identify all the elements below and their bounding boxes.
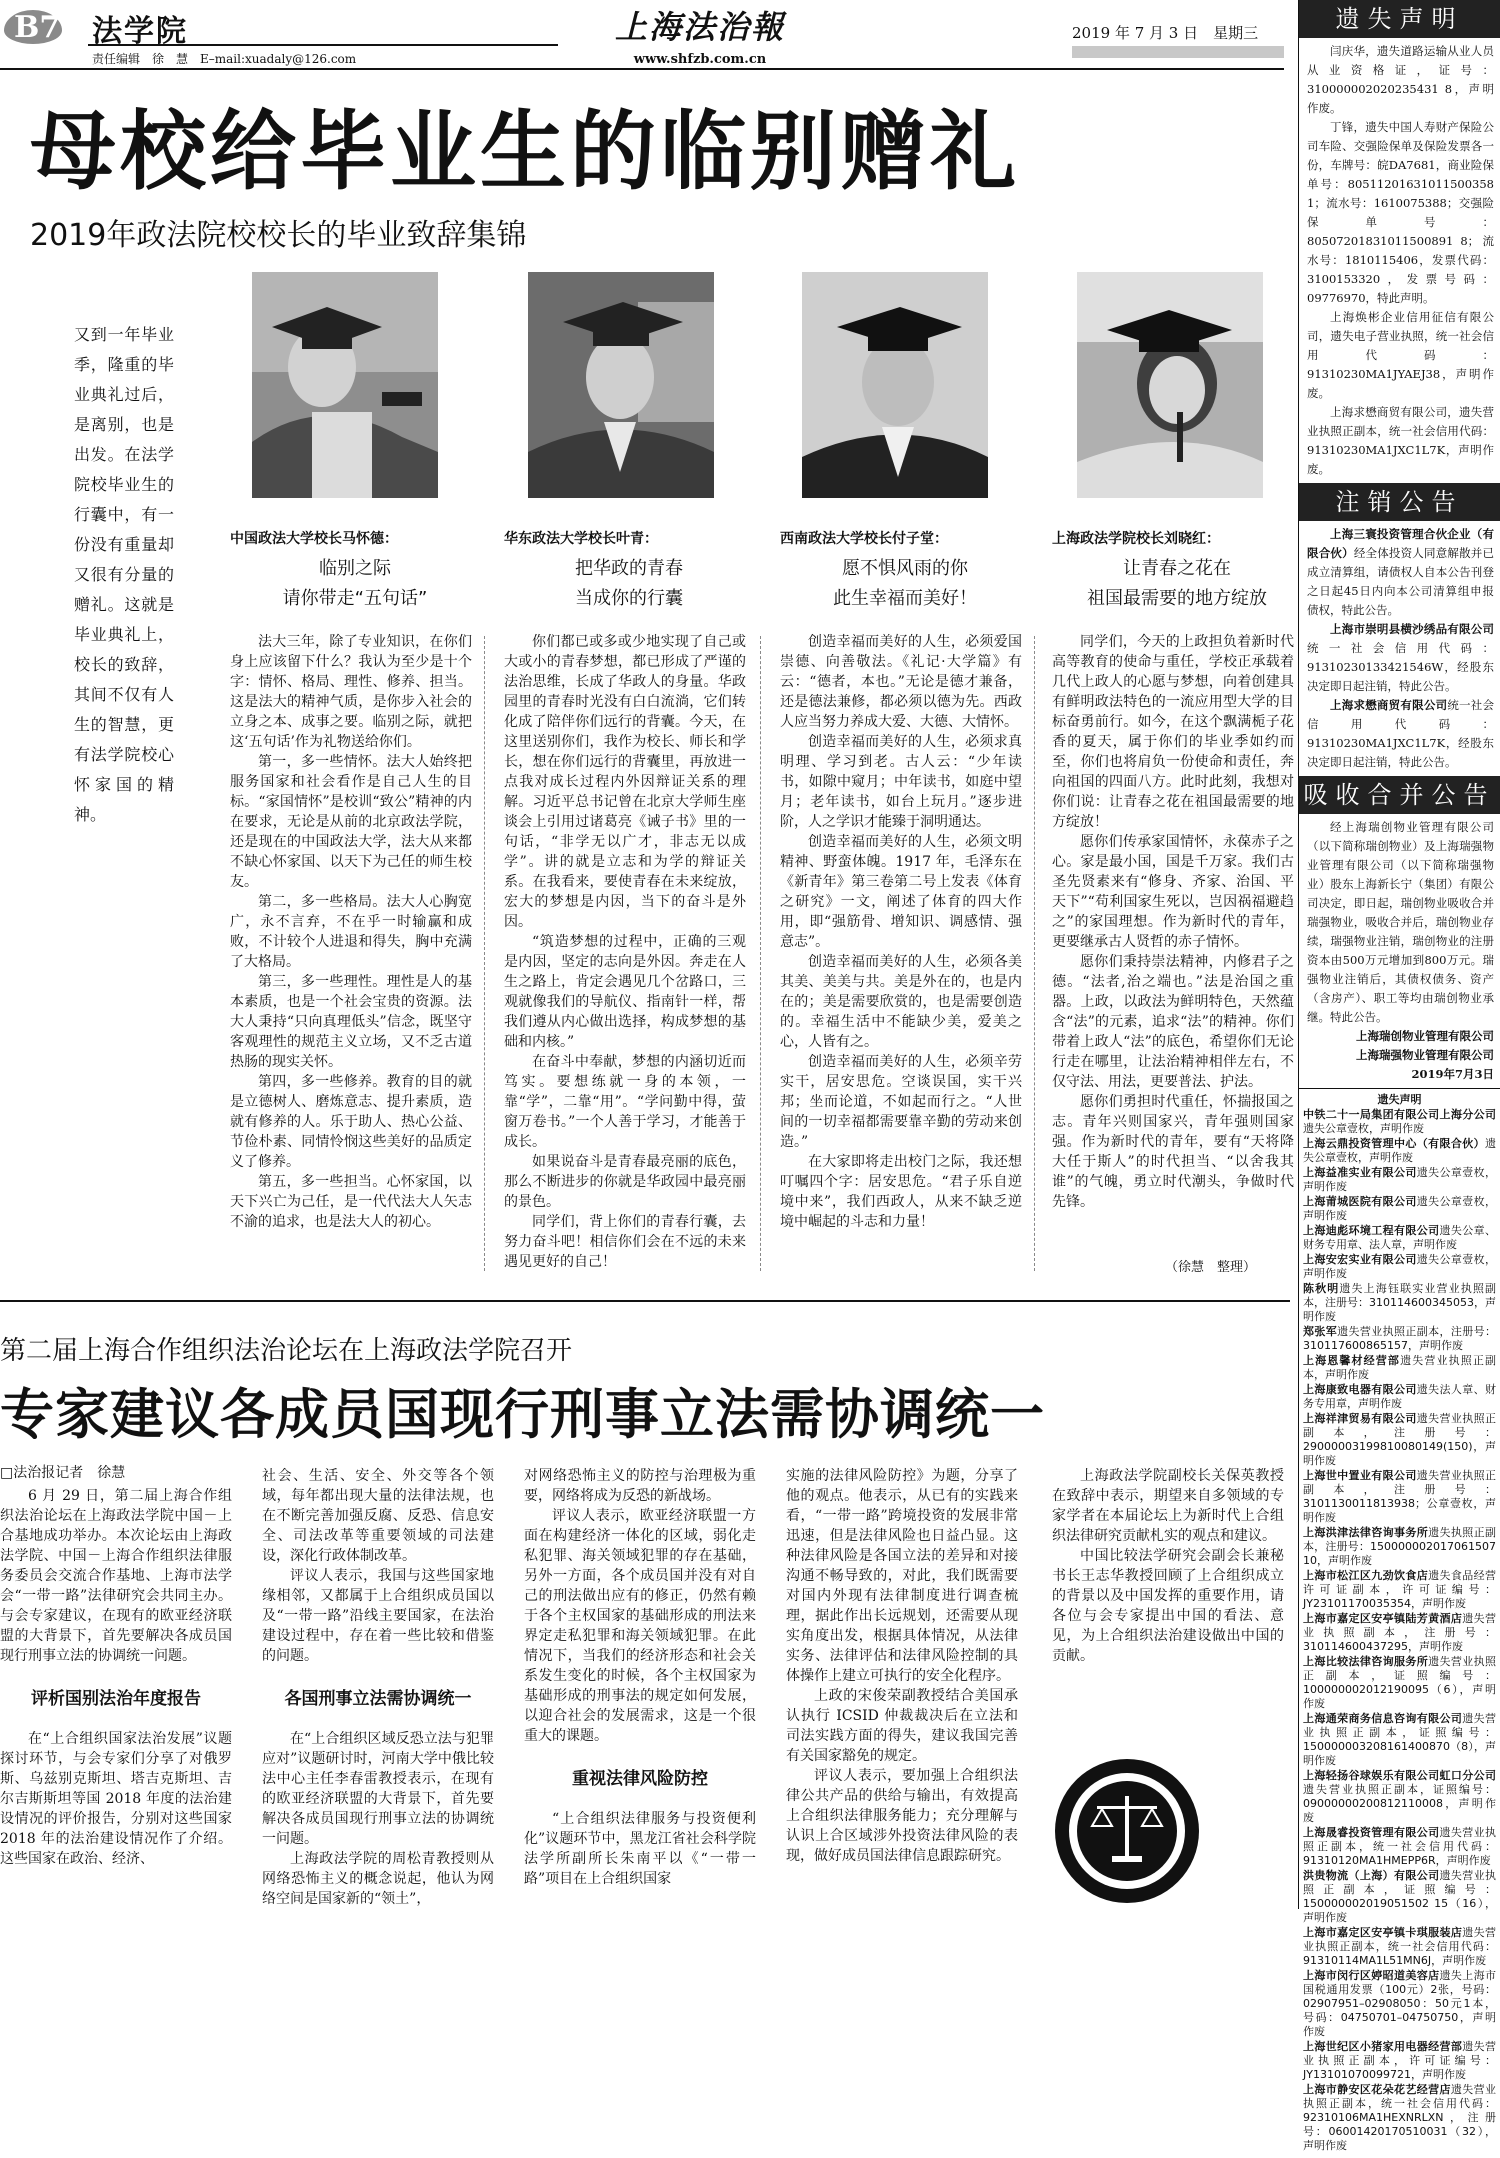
body-paragraph: 上政的宋俊荣副教授结合美国承认执行 ICSID 仲裁裁决后在立法和司法实践方面的得失，建议我国完善有关国家豁免的规定。 xyxy=(786,1688,1018,1764)
section-title: 法学院 xyxy=(92,14,188,49)
notice-body: 遗失公章壹枚，声明作废 xyxy=(1303,1137,1496,1164)
main-headline: 母校给毕业生的临别赠礼 xyxy=(30,101,1020,202)
body-paragraph: 6 月 29 日，第二届上海合作组织法治论坛在上海政法学院中国－上合基地成功举办。本次论坛由上海政法学院、中国－上海合作组织法律服务委员会交流合作基地、上海市法学会“一带一路”法律研究会共同主办。与会专家建议，在现有的欧亚经济联盟的大背景下，首先要解决各成员国现行刑事立法的协调统一问题。 xyxy=(0,1488,232,1664)
body-paragraph: 评议人表示，我国与这些国家地缘相邻，又都属于上合组织成员国以及“一带一路”沿线主要国家，在法治建设过程中，存在着一些比较和借鉴的问题。 xyxy=(262,1568,494,1664)
company-name: 上海云鼎投资管理中心（有限合伙） xyxy=(1303,1137,1485,1150)
speech-title-line: 让青春之花在 xyxy=(1123,558,1231,579)
notice-item: 上海求懋商贸有限公司，遗失营业执照正副本，统一社会信用代码：91310230MA1JXC1L7K，声明作废。 xyxy=(1307,405,1494,476)
notice-body: 统一社会信用代码：91310230MA1JXC1L7K，经股东决定即日起注销，特此公告。 xyxy=(1307,698,1495,769)
notice-column xyxy=(1298,0,1500,2152)
company-name: 洪贵物流（上海）有限公司 xyxy=(1303,1869,1440,1882)
notice-body: 遗失营业执照正副本，证照编号：09000000200812110008，声明作废 xyxy=(1303,1783,1496,1824)
column-divider xyxy=(484,636,485,1271)
speaker-name: 上海政法学院校长刘晓红： xyxy=(1052,531,1220,547)
notice-body: 遗失营业执照正副本，注册号：3101130011813938；公章壹枚，声明作废 xyxy=(1303,1469,1496,1524)
notice-item xyxy=(1303,1383,1496,1411)
notice-body: 遗失营业执照正副本，证照编号：150000002019051502 15（16），声明作废 xyxy=(1303,1869,1496,1924)
article-column-3 xyxy=(524,1466,756,1889)
speaker-name: 中国政法大学校长马怀德： xyxy=(230,531,398,547)
speech-title-line: 祖国最需要的地方绽放 xyxy=(1087,588,1267,609)
notice-body: 遗失公章壹枚，声明作废 xyxy=(1303,1195,1496,1222)
notice-heading-cancel: 注销公告 xyxy=(1299,483,1500,521)
article-kicker: 第二届上海合作组织法治论坛在上海政法学院召开 xyxy=(0,1336,573,1366)
speech-body-1 xyxy=(230,632,472,1232)
body-paragraph: 愿你们传承家国情怀，永葆赤子之心。家是最小国，国是千万家。我们古圣先贤素来有“修身、齐家、治国、平天下”“苟利国家生死以，岂因祸福避趋之”的家国理想。作为新时代的青年，更要继承古人贤哲的赤子情怀。 xyxy=(1052,834,1294,950)
notice-body: 遗失营业执照正副本，统一社会信用代码：91310114MA1L51MN6J，声明作废 xyxy=(1303,1926,1496,1967)
company-name: 上海祥津贸易有限公司 xyxy=(1303,1412,1417,1425)
body-paragraph: 创造幸福而美好的人生，必须各美其美、美美与共。美是外在的，也是内在的；美是需要欣赏的，也是需要创造的。幸福生活中不能缺少美，爱美之心，人皆有之。 xyxy=(780,954,1022,1050)
body-paragraph: 在“上合组织区域反恐立法与犯罪应对”议题研讨时，河南大学中俄比较法中心主任李春雷教授表示，在现有的欧亚经济联盟的大背景下，首先要解决各成员国现行刑事立法的协调统一问题。 xyxy=(262,1731,494,1847)
company-name: 上海市静安区花朵花艺经营店 xyxy=(1303,2083,1451,2096)
notice-body: 遗失公章壹枚，声明作废 xyxy=(1303,1253,1496,1280)
notice-body: 遗失营业执照副本，注册号：310114600437295，声明作废 xyxy=(1303,1612,1496,1653)
column-divider xyxy=(760,636,761,1271)
graduate-portrait-image xyxy=(528,272,714,498)
notice-body: 遗失营业执照正副本，统一社会信用代码：91310120MA1HMEPP6R，声明作废 xyxy=(1303,1826,1496,1867)
notice-item xyxy=(1303,1137,1496,1165)
notice-item xyxy=(1303,2083,1496,2153)
date-bar xyxy=(1072,46,1284,58)
notice-item xyxy=(1303,2040,1496,2082)
speech-body-4 xyxy=(1052,632,1294,1212)
page-number-badge xyxy=(4,8,64,46)
notice-item xyxy=(1303,1869,1496,1925)
speech-header-1 xyxy=(230,528,480,614)
company-name: 上海市嘉定区安亭镇陆芳黄酒店 xyxy=(1303,1612,1463,1625)
speech-header-4 xyxy=(1052,528,1302,614)
dense-notice-list xyxy=(1303,1108,1496,2153)
body-paragraph: 愿你们秉持崇法精神，内修君子之德。“法者,治之端也。”法是治国之重器。上政，以政法为鲜明特色，天然蕴含“法”的元素，追求“法”的精神。你们带着上政人“法”的底色，希望你们无论行走在哪里，让法治精神相伴左右，不仅守法、用法，更要普法、护法。 xyxy=(1052,954,1294,1090)
notice-item xyxy=(1303,1108,1496,1136)
company-name: 上海通荣商务信息咨询有限公司 xyxy=(1303,1712,1463,1725)
masthead-rule xyxy=(88,44,558,46)
speech-header-2 xyxy=(504,528,754,614)
notice-signature: 上海瑞强物业管理有限公司 xyxy=(1356,1048,1494,1062)
company-name: 上海迪彪环境工程有限公司 xyxy=(1303,1224,1440,1237)
notice-body: 经全体投资人同意解散并已成立清算组，请债权人自本公告刊登之日起45日内向本公司清算组申报债权，特此公告。 xyxy=(1307,546,1495,617)
lost-notices xyxy=(1299,38,1500,483)
notice-item xyxy=(1303,1712,1496,1768)
speech-body-3 xyxy=(780,632,1022,1232)
dense-lost-notices xyxy=(1299,1088,1500,2158)
notice-body: 遗失公章壹枚，声明作废 xyxy=(1303,1166,1496,1193)
article-column-1 xyxy=(0,1486,232,1869)
body-paragraph: 上海政法学院的周松青教授则从网络恐怖主义的概念说起，他认为网络空间是国家新的“领土”， xyxy=(262,1851,494,1907)
body-paragraph: 创造幸福而美好的人生，必须文明精神、野蛮体魄。1917 年，毛泽东在《新青年》第三卷第二号上发表《体育之研究》一文，阐述了体育的四大作用，即“强筋骨、增知识、调感情、强意志”。 xyxy=(780,834,1022,950)
body-paragraph: 在大家即将走出校门之际，我还想叮嘱四个字：居安思危。“君子乐自逆境中来”，我们西政人，从来不缺乏逆境中崛起的斗志和力量！ xyxy=(780,1154,1022,1230)
notice-body: 经上海瑞创物业管理有限公司（以下简称瑞创物业）及上海瑞强物业管理有限公司（以下简称瑞强物业）股东上海新长宁（集团）有限公司决定，即日起，瑞创物业吸收合并瑞强物业，吸收合并后，瑞创物业存续，瑞强物业注销，瑞创物业的注册资本由500万元增加到800万元。瑞强物业注销后，其债权债务、资产（含房产）、职工等均由瑞创物业承继。特此公告。 xyxy=(1307,820,1494,1024)
body-paragraph: 评议人表示，要加强上合组织法律公共产品的供给与输出，有效提高上合组织法律服务能力；充分理解与认识上合区域涉外投资法律风险的表现，做好成员国法律信息跟踪研究。 xyxy=(786,1768,1018,1864)
notice-item xyxy=(1303,1282,1496,1324)
notice-item xyxy=(1303,1253,1496,1281)
scales-of-justice-seal-icon xyxy=(1052,1756,1202,1906)
notice-heading-merge: 吸收合并公告 xyxy=(1299,776,1500,814)
speech-header-3 xyxy=(780,528,1030,614)
article-byline: □法治报记者 徐慧 xyxy=(0,1465,126,1481)
cancel-notices xyxy=(1299,521,1500,776)
sub-headline: 2019年政法院校校长的毕业致辞集锦 xyxy=(30,218,527,253)
notice-item xyxy=(1303,1224,1496,1252)
notice-body: 遗失公章壹枚，声明作废 xyxy=(1303,1122,1424,1135)
speech-body-2 xyxy=(504,632,746,1272)
portrait-photo-2 xyxy=(528,272,714,498)
speech-title-line: 愿不惧风雨的你 xyxy=(842,558,968,579)
notice-signature: 上海瑞创物业管理有限公司 xyxy=(1356,1029,1494,1043)
notice-item xyxy=(1303,1826,1496,1868)
company-name: 上海轻扬谷球娱乐有限公司虹口分公司 xyxy=(1303,1769,1496,1782)
notice-body: 遗失执照正副本，注册号：150000002017061507 10，声明作废 xyxy=(1303,1526,1496,1567)
body-paragraph: 第四，多一些修养。教育的目的就是立德树人、磨炼意志、提升素质，造就有修养的人。乐于助人、热心公益、节俭朴素、同情怜悯这些美好的品质定义了修养。 xyxy=(230,1074,472,1170)
notice-item xyxy=(1307,620,1494,696)
newspaper-url: www.shfzb.com.cn xyxy=(633,52,767,67)
column-divider xyxy=(1034,636,1035,1271)
company-name: 上海世纪区小猪家用电器经营部 xyxy=(1303,2040,1463,2053)
notice-item xyxy=(1303,1354,1496,1382)
body-paragraph: “筑造梦想的过程中，正确的三观是内因，坚定的志向是外因。奔走在人生之路上，肯定会遇见几个岔路口，三观就像我们的导航仪、指南针一样，帮我们遵从内心做出选择，构成梦想的基础和内核。” xyxy=(504,934,746,1050)
company-name: 上海莆城医院有限公司 xyxy=(1303,1195,1417,1208)
notice-item: 上海焕彬企业信用征信有限公司，遗失电子营业执照，统一社会信用代码：91310230MA1JYAEJ38，声明作废。 xyxy=(1307,310,1494,400)
page-number: B7 xyxy=(14,10,61,45)
publication-date: 2019 年 7 月 3 日 星期三 xyxy=(1072,24,1259,42)
notice-date: 2019年7月3日 xyxy=(1411,1067,1494,1081)
editor-line: 责任编辑 徐 慧 E–mail:xuadaly@126.com xyxy=(92,52,357,66)
company-name: 上海洪津法律咨询事务所 xyxy=(1303,1526,1429,1539)
body-paragraph: 第五，多一些担当。心怀家国，以天下兴亡为己任，是一代代法大人矢志不渝的追求，也是法大人的初心。 xyxy=(230,1174,472,1230)
notice-item xyxy=(1303,1612,1496,1654)
company-name: 郑张军 xyxy=(1303,1325,1338,1338)
notice-body: 遗失公章、财务专用章、法人章，声明作废 xyxy=(1303,1224,1496,1251)
body-paragraph: 创造幸福而美好的人生，必须辛劳实干，居安思危。空谈误国，实干兴邦；坐而论道，不如起而行之。“人世间的一切幸福都需要靠辛勤的劳动来创造。” xyxy=(780,1054,1022,1150)
speech-title-line: 把华政的青春 xyxy=(575,558,683,579)
company-name: 上海三寰投资管理合伙企业（有限合伙） xyxy=(1307,527,1494,560)
speech-title-line: 此生幸福而美好！ xyxy=(833,588,977,609)
notice-item xyxy=(1307,696,1494,772)
company-name: 上海康致电器有限公司 xyxy=(1303,1383,1417,1396)
body-paragraph: 在奋斗中奉献，梦想的内涵切近而笃实。要想练就一身的本领，一靠“学”，二靠“用”。“学问勤中得，萤窗万卷书。”一个人善于学习，才能善于成长。 xyxy=(504,1054,746,1150)
body-paragraph: 你们都已或多或少地实现了自己或大或小的青春梦想，都已形成了严谨的法治思维，长成了华政人的身量。华政园里的青春时光没有白白流淌，它们转化成了陪伴你们远行的背囊。今天，在这里送别你们，我作为校长、师长和学长，想在你们远行的背囊里，再放进一点我对成长过程内外因辩证关系的理解。习近平总书记曾在北京大学师生座谈会上引用过诸葛亮《诫子书》里的一句话，“非学无以广才，非志无以成学”。讲的就是立志和为学的辩证关系。在我看来，要使青春在未来绽放，宏大的梦想是内因，当下的奋斗是外因。 xyxy=(504,634,746,930)
company-name: 上海恩馨材经营部 xyxy=(1303,1354,1401,1367)
portrait-photo-4 xyxy=(1077,272,1263,498)
body-paragraph: 第一，多一些情怀。法大人始终把服务国家和社会看作是自己人生的目标。“家国情怀”是校训“致公”精神的内在要求，无论是从前的北京政法学院，还是现在的中国政法大学，法大从来都不缺心怀家国、以天下为己任的师生校友。 xyxy=(230,754,472,890)
body-paragraph: 评议人表示，欧亚经济联盟一方面在构建经济一体化的区域，弱化走私犯罪、海关领域犯罪的存在基础，另外一方面，各个成员国并没有对自己的刑法做出应有的修正，仍然有赖于各个主权国家的基础形成的刑法来界定走私犯罪和海关领域犯罪。在此情况下，当我们的经济形态和社会关系发生变化的时候，各个主权国家为基础形成的刑事法的规定如何发展，以迎合社会的发展需求，这是一个很重大的课题。 xyxy=(524,1508,756,1744)
notice-item xyxy=(1303,1526,1496,1568)
notice-item xyxy=(1303,1412,1496,1468)
notice-item xyxy=(1307,525,1494,620)
speech-title-line: 当成你的行囊 xyxy=(575,588,683,609)
company-name: 上海市崇明县横沙绣品有限公司 xyxy=(1330,622,1494,636)
notice-body: 遗失营业执照正副本，证照编号：100000002012190095（6），声明作废 xyxy=(1303,1655,1496,1710)
company-name: 上海求懋商贸有限公司 xyxy=(1330,698,1448,712)
body-paragraph: 实施的法律风险防控》为题，分享了他的观点。他表示，从已有的实践来看，“一带一路”跨境投资的发展非常迅速，但是法律风险也日益凸显。这种法律风险是各国立法的差异和对接沟通不畅导致的，对此，我们既需要对国内外现有法律制度进行调查梳理，据此作出长远规划，还需要从现实角度出发，根据具体情况，从法律实务、法律评估和法律风险控制的具体操作上建立可执行的安全化程序。 xyxy=(786,1468,1018,1684)
notice-body: 遗失上海市国税通用发票（100元）2张，号码：02907951–02908050：50元1本，号码：04750701–04750750，声明作废 xyxy=(1303,1969,1496,2038)
notice-item: 闫庆华，遗失道路运输从业人员从业资格证，证号：310000002020235431 8，声明作废。 xyxy=(1307,44,1494,115)
company-name: 上海益准实业有限公司 xyxy=(1303,1166,1417,1179)
feature-intro: 又到一年毕业季，隆重的毕业典礼过后，是离别，也是出发。在法学院校毕业生的行囊中，有一份没有重量却又很有分量的赠礼。这就是毕业典礼上，校长的致辞，其间不仅有人生的智慧，更有法学院校心怀家国的精神。 xyxy=(74,325,174,824)
body-paragraph: 社会、生活、安全、外交等各个领域，每年都出现大量的法律法规，也在不断完善加强反腐、反恐、信息安全、司法改革等重要领域的司法建设，深化行政体制改革。 xyxy=(262,1468,494,1564)
company-name: 上海市松江区九劲饮食店 xyxy=(1303,1569,1429,1582)
notice-item xyxy=(1303,1655,1496,1711)
company-name: 上海比较法律咨询服务所 xyxy=(1303,1655,1429,1668)
newspaper-name: 上海法治報 xyxy=(614,8,785,46)
notice-item xyxy=(1303,1469,1496,1525)
body-paragraph: 第二，多一些格局。法大人心胸宽广，永不言弃，不在乎一时输赢和成败，不计较个人进退和得失，胸中充满了大格局。 xyxy=(230,894,472,970)
body-paragraph: 如果说奋斗是青春最亮丽的底色，那么不断进步的你就是华政园中最亮丽的景色。 xyxy=(504,1154,746,1210)
notice-body: 遗失营业执照正副本，注册号：29000003199810080149(150)，声明作废 xyxy=(1303,1412,1496,1467)
body-paragraph: 同学们，背上你们的青春行囊，去努力奋斗吧！相信你们会在不远的未来遇见更好的自己！ xyxy=(504,1214,746,1270)
article-subhead: 各国刑事立法需协调统一 xyxy=(284,1689,472,1709)
notice-body: 遗失营业执照正副本，证照编号：150000003208161400870（8），声明作废 xyxy=(1303,1712,1496,1767)
notice-body: 遗失食品经营许可证副本，许可证编号：JY23101170035354，声明作废 xyxy=(1303,1569,1496,1610)
notice-body: 遗失营业执照正副本，注册号：310117600865157，声明作废 xyxy=(1303,1325,1496,1352)
body-paragraph: 愿你们勇担时代重任，怀揣报国之志。青年兴则国家兴，青年强则国家强。作为新时代的青年，要有“天将降大任于斯人”的时代担当、“以舍我其谁”的气魄，勇立时代潮头，争做时代先锋。 xyxy=(1052,1094,1294,1210)
notice-body: 遗失营业执照正副本，许可证编号：JY13101070099721，声明作废 xyxy=(1303,2040,1496,2081)
notice-item xyxy=(1303,1195,1496,1223)
speech-title-line: 临别之际 xyxy=(319,558,391,579)
merge-notice xyxy=(1299,814,1500,1088)
article-subhead: 评析国别法治年度报告 xyxy=(31,1689,201,1709)
company-name: 中铁二十一局集团有限公司上海分公司 xyxy=(1303,1108,1496,1121)
graduate-portrait-image xyxy=(802,272,988,498)
section-rule xyxy=(0,1300,1290,1302)
notice-body: 遗失营业执照正副本，声明作废 xyxy=(1303,1354,1497,1381)
speaker-name: 华东政法大学校长叶青： xyxy=(504,531,658,547)
article-column-5 xyxy=(1052,1466,1284,1666)
body-paragraph: 上海政法学院副校长关保英教授在致辞中表示，期望来自多领域的专家学者在本届论坛上为新时代上合组织法律研究贡献札实的观点和建议。 xyxy=(1052,1468,1284,1544)
notice-item xyxy=(1303,1926,1496,1968)
company-name: 上海世中置业有限公司 xyxy=(1303,1469,1417,1482)
company-name: 上海晟睿投资管理有限公司 xyxy=(1303,1826,1440,1839)
notice-item: 丁锋，遗失中国人寿财产保险公司车险、交强险保单及保险发票各一份，车牌号：皖DA7681，商业险保单号：80511201631011500358 1；流水号：1610075388；交强险保单号：80507201831011500891 8；流水号：1810115406，发票代码：3100153320，发票号码：09776970，特此声明。 xyxy=(1307,120,1494,305)
portrait-photo-3 xyxy=(802,272,988,498)
notice-item xyxy=(1303,1166,1496,1194)
body-paragraph: 创造幸福而美好的人生，必须爱国崇德、向善敬法。《礼记·大学篇》有云：“德者，本也。”无论是德才兼备，还是德法兼修，都必须以德为先。西政人应当努力养成大爱、大德、大情怀。 xyxy=(780,634,1022,730)
body-paragraph: 创造幸福而美好的人生，必须求真明理、学习到老。古人云：“少年读书，如隙中窥月；中年读书，如庭中望月；老年读书，如台上玩月。”逐步进阶，人之学识才能臻于洞明通达。 xyxy=(780,734,1022,830)
notice-body: 遗失上海钰联实业营业执照副本，注册号：310114600345053，声明作废 xyxy=(1303,1282,1497,1323)
body-paragraph: “上合组织法律服务与投资便利化”议题环节中，黑龙江省社会科学院法学所副所长朱南平以《“一带一路”项目在上合组织国家 xyxy=(524,1811,756,1887)
header-rule xyxy=(0,68,1284,70)
dense-heading: 遗失声明 xyxy=(1377,1093,1422,1106)
body-paragraph: 在“上合组织国家法治发展”议题探讨环节，与会专家们分享了对俄罗斯、乌兹别克斯坦、塔吉克斯坦、吉尔吉斯斯坦等国 2018 年度的法治建设情况的评价报告，分别对这些国家 2018 年的法治建设情况作了介绍。这些国家在政治、经济、 xyxy=(0,1731,232,1867)
article-headline: 专家建议各成员国现行刑事立法需协调统一 xyxy=(0,1382,1045,1446)
notice-body: 遗失营业执照正副本，统一社会信用代码：92310106MA1HEXNRLXN，注册号：06001420170510031（32），声明作废 xyxy=(1303,2083,1496,2152)
notice-item xyxy=(1303,1769,1496,1825)
notice-body: 统一社会信用代码：91310230133421546W，经股东决定即日起注销，特此公告。 xyxy=(1307,641,1494,693)
graduate-portrait-image xyxy=(252,272,438,498)
body-paragraph: 第三，多一些理性。理性是人的基本素质，也是一个社会宝贵的资源。法大人秉持“只向真理低头”信念，既坚守客观理性的规范主义立场，又不乏古道热肠的现实关怀。 xyxy=(230,974,472,1070)
body-paragraph: 同学们，今天的上政担负着新时代高等教育的使命与重任，学校正承载着几代上政人的心愿与梦想，向着创建具有鲜明政法特色的一流应用型大学的目标奋勇前行。如今，在这个飘满栀子花香的夏天，属于你们的毕业季如约而至，你们也将肩负一份使命和责任，奔向祖国的四面八方。此时此刻，我想对你们说：让青春之花在祖国最需要的地方绽放！ xyxy=(1052,634,1294,830)
notice-heading-lost: 遗失声明 xyxy=(1299,0,1500,38)
company-name: 上海安宏实业有限公司 xyxy=(1303,1253,1417,1266)
company-name: 陈秋明 xyxy=(1303,1282,1340,1295)
article-subhead: 重视法律风险防控 xyxy=(572,1769,708,1789)
article-column-4 xyxy=(786,1466,1018,1866)
notice-body: 遗失法人章、财务专用章，声明作废 xyxy=(1303,1383,1496,1410)
editor-signoff: （徐慧 整理） xyxy=(1165,1260,1257,1275)
company-name: 上海市闵行区婷昭道美容店 xyxy=(1303,1969,1440,1982)
speech-title-line: 请你带走“五句话” xyxy=(282,588,428,609)
body-paragraph: 对网络恐怖主义的防控与治理极为重要，网络将成为反恐的新战场。 xyxy=(524,1468,756,1504)
notice-item xyxy=(1303,1325,1496,1353)
company-name: 上海市嘉定区安亭镇卡琪服装店 xyxy=(1303,1926,1463,1939)
speaker-name: 西南政法大学校长付子堂： xyxy=(780,531,948,547)
article-column-2 xyxy=(262,1466,494,1909)
portrait-photo-1 xyxy=(252,272,438,498)
graduate-portrait-image xyxy=(1077,272,1263,498)
body-paragraph: 中国比较法学研究会副会长兼秘书长王志华教授回顾了上合组织成立的背景以及中国发挥的重要作用，请各位与会专家提出中国的看法、意见，为上合组织法治建设做出中国的贡献。 xyxy=(1052,1548,1284,1664)
body-paragraph: 法大三年，除了专业知识，在你们身上应该留下什么？我认为至少是十个字：情怀、格局、理性、修养、担当。这是法大的精神气质，是你步入社会的立身之本、成事之要。临别之际，就把这‘五句话’作为礼物送给你们。 xyxy=(230,634,472,750)
notice-item xyxy=(1303,1969,1496,2039)
notice-item xyxy=(1303,1569,1496,1611)
